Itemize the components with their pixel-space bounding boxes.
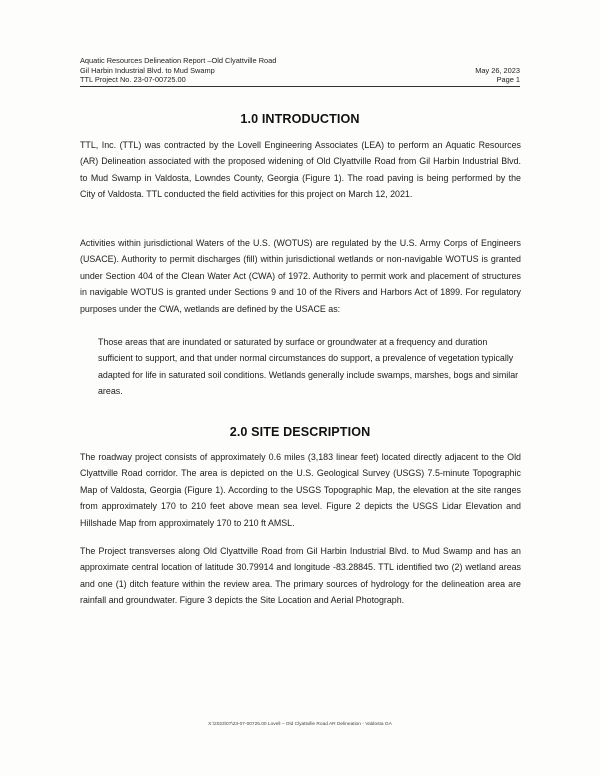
section-heading-site-description: 2.0 SITE DESCRIPTION bbox=[229, 425, 371, 439]
project-number: TTL Project No. 23-07-00725.00 bbox=[80, 75, 186, 85]
report-title: Aquatic Resources Delineation Report –Old Clyattville Road bbox=[80, 56, 277, 65]
file-path-footer: X:\2023\07\23-07-00725.00 Lovell – Old Clyattville Road AR Delineation - Valdosta GA bbox=[208, 722, 392, 727]
site-paragraph-1: The roadway project consists of approximately 0.6 miles (3,183 linear feet) located directly adjacent to the Old Clyattville Road corridor. The area is depicted on the U.S. Geological Survey (USGS) 7.5-minute Topographic Map of Valdosta, Georgia (Figure 1). According to the USGS Topographic Map, the elevation at the site ranges from approximately 170 to 210 feet above mean sea level. Figure 2 depicts the USGS Lidar Elevation and Hillshade Map from approximately 170 to 210 ft AMSL. bbox=[80, 452, 521, 528]
report-date: May 26, 2023 bbox=[475, 65, 520, 75]
intro-paragraph-2: Activities within jurisdictional Waters of the U.S. (WOTUS) are regulated by the U.S. Army Corps of Engineers (USACE). Authority to permit discharges (fill) within jurisdictional wetlands or non-navigable WOTUS is granted under Section 404 of the Clean Water Act (CWA) of 1972. Authority to permit work and placement of structures in navigable WOTUS is granted under Sections 9 and 10 of the Rivers and Harbors Act of 1899. For regulatory purposes under the CWA, wetlands are defined by the USACE as: bbox=[80, 238, 521, 314]
page-header bbox=[80, 56, 520, 85]
wetland-definition-quote: Those areas that are inundated or saturated by surface or groundwater at a frequency and duration sufficient to support, and that under normal circumstances do support, a prevalence of vegetation typically adapted for life in saturated soil conditions. Wetlands generally include swamps, marshes, bogs and similar areas. bbox=[98, 337, 519, 397]
intro-paragraph-1: TTL, Inc. (TTL) was contracted by the Lovell Engineering Associates (LEA) to perform an Aquatic Resources (AR) Delineation associated with the proposed widening of Old Clyattville Road from Gil Harbin Industrial Blvd. to Mud Swamp in Valdosta, Lowndes County, Georgia (Figure 1). The road paving is being performed by the City of Valdosta. TTL conducted the field activities for this project on March 12, 2021. bbox=[80, 140, 521, 200]
report-subtitle: Gil Harbin Industrial Blvd. to Mud Swamp bbox=[80, 65, 215, 75]
page-number: Page 1 bbox=[496, 75, 520, 85]
site-paragraph-2: The Project transverses along Old Clyattville Road from Gil Harbin Industrial Blvd. to Mud Swamp and has an approximate central location of latitude 30.79914 and longitude -83.28845. TTL identified two (2) wetland areas and one (1) ditch feature within the review area. The primary sources of hydrology for the delineation area are rainfall and groundwater. Figure 3 depicts the Site Location and Aerial Photograph. bbox=[80, 546, 521, 606]
header-left bbox=[80, 56, 276, 85]
header-divider bbox=[80, 86, 520, 87]
section-heading-introduction: 1.0 INTRODUCTION bbox=[240, 112, 360, 126]
header-right bbox=[475, 56, 520, 85]
